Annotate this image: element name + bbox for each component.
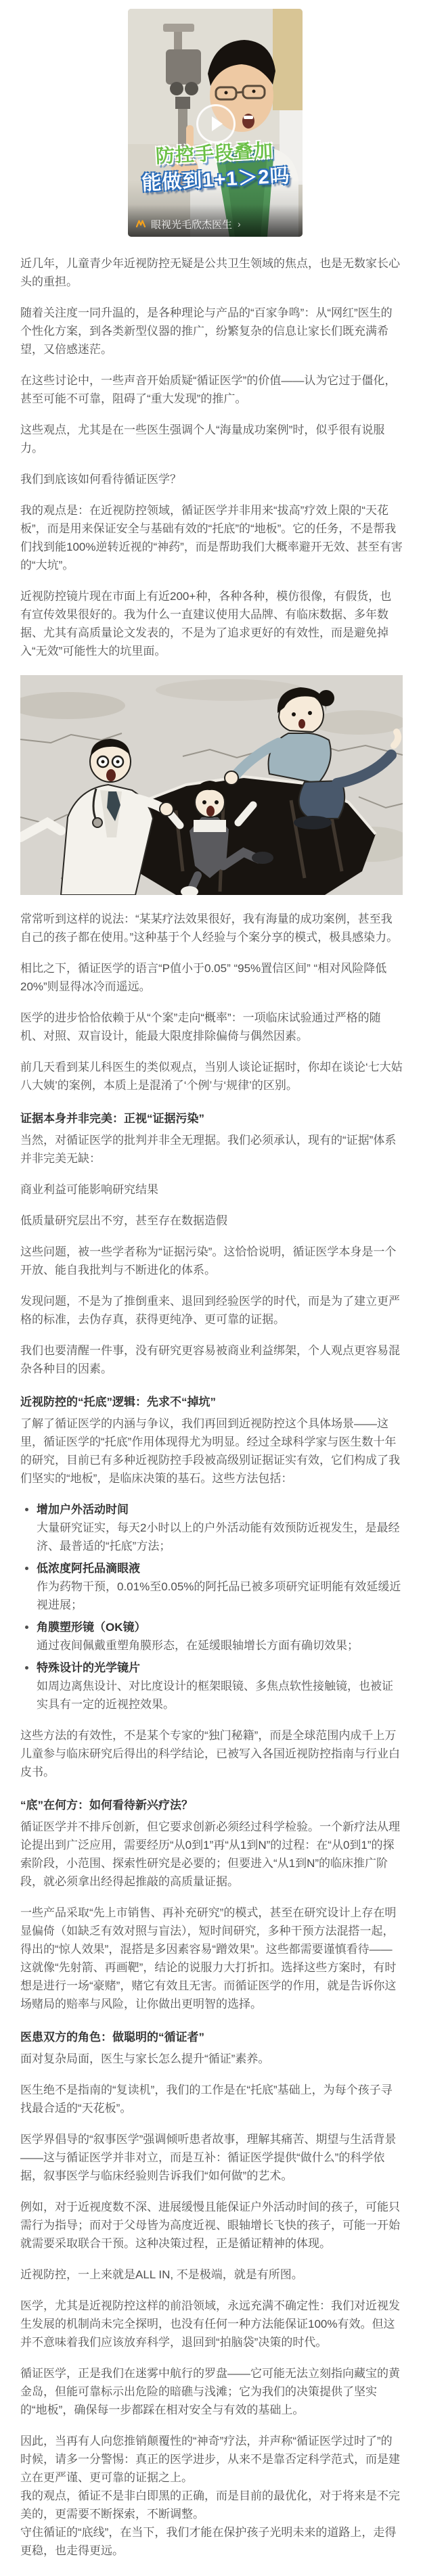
video-overlay-line2: 能做到1+1＞2吗 (141, 165, 291, 195)
chevron-right-icon: › (238, 218, 241, 229)
paragraph: 我的观点是：在近视防控领域，循证医学并非用来“拔高”疗效上限的“天花板”，而是用来保证安全与基础有效的“托底”的“地板”。它的任务，不是帮我们找到能100%逆转近视的“神药”，而是帮助我们大概率避开无效、甚至有害的“大坑”。 (20, 504, 403, 572)
paragraph: 这些方法的有效性，不是某个专家的“独门秘籍”，而是全球范围内成千上万儿童参与临床研究后得出的科学结论，已被写入各国近视防控指南与行业白皮书。 (20, 1729, 400, 1778)
video-overlay-line1: 防控手段叠加 (155, 139, 274, 167)
section-heading-new-therapies: “底”在何方：如何看待新兴疗法？ (20, 1799, 193, 1812)
paragraph: 例如，对于近视度数不深、进展缓慢且能保证户外活动时间的孩子，可能只需行为指导；而对于父母皆为高度近视、眼轴增长飞快的孩子，可能一开始就需要采取联合干预。这种决策过程，正是循证精神的体现。 (20, 2201, 400, 2250)
paragraph: 在这些讨论中，一些声音开始质疑“循证医学”的价值——认为它过于僵化，甚至可能不可靠，阻碍了“重大发现”的推广。 (20, 374, 397, 405)
proven-methods-list (20, 1500, 403, 1714)
paragraph: 相比之下，循证医学的语言“P值小于0.05” “95%置信区间” “相对风险降低20%”则显得冰冷而遥远。 (20, 962, 387, 993)
paragraph: 循证医学并不排斥创新，但它要求创新必须经过科学检验。一个新疗法从理论提出到广泛应用，需要经历“从0到1”再“从1到N”的过程：在“从0到1”的探索阶段，小范围、探索性研究是必要的；但要进入“从1到N”的临床推广阶段，就必须拿出经得起推敲的高质量证据。 (20, 1820, 400, 1888)
paragraph: 医学的进步恰恰依赖于从“个案”走向“概率”：一项临床试验通过严格的随机、对照、双盲设计，能最大限度排除偏倚与偶然因素。 (20, 1011, 381, 1042)
paragraph: 商业利益可能影响研究结果 (20, 1183, 158, 1196)
paragraph: 这些观点，尤其是在一些医生强调个人“海量成功案例”时，似乎很有说服力。 (20, 423, 385, 455)
paragraph: 近几年，儿童青少年近视防控无疑是公共卫生领域的焦点，也是无数家长心头的重担。 (20, 257, 400, 288)
list-item-desc: 大量研究证实，每天2小时以上的户外活动能有效预防近视发生，是最经济、最普适的“托底”方法； (37, 1521, 400, 1552)
list-item-desc: 通过夜间佩戴重塑角膜形态，在延缓眼轴增长方面有确切效果； (37, 1639, 359, 1652)
paragraph: 常常听到这样的说法：“某某疗法效果很好，我有海量的成功案例，甚至我自己的孩子都在使用。”这种基于个人经验与个案分享的模式，极具感染力。 (20, 913, 399, 944)
paragraph: 发现问题，不是为了推倒重来、退回到经验医学的时代，而是为了建立更严格的标准，去伪存真，获得更纯净、更可靠的证据。 (20, 1295, 400, 1326)
cartoon-illustration (20, 675, 403, 895)
paragraph: 医学界倡导的“叙事医学”强调倾听患者故事，理解其痛苦、期望与生活背景——这与循证医学并非对立，而是互补：循证医学提供“做什么”的科学依据，叙事医学与临床经验则告诉我们“如何做”的艺术。 (20, 2133, 397, 2182)
paragraph: 了解了循证医学的内涵与争议，我们再回到近视防控这个具体场景——这里，循证医学的“托底”作用体现得尤为明显。经过全球科学家与医生数十年的研究，目前已有多种近视防控手段被高级别证据证实有效，它们构成了我们坚实的“地板”，是临床决策的基石。这些方法包括： (20, 1417, 400, 1485)
paragraph: 前几天看到某儿科医生的类似观点，当别人谈论证据时，你却在谈论‘七大姑八大姨’的案例，本质上是混淆了‘个例’与‘规律’的区别。 (20, 1061, 403, 1092)
play-icon (212, 116, 223, 131)
paragraph: 低质量研究层出不穷，甚至存在数据造假 (20, 1214, 227, 1227)
list-item-title: • 增加户外活动时间 (37, 1503, 129, 1516)
list-item-title: • 特殊设计的光学镜片 (37, 1661, 140, 1674)
paragraph: 随着关注度一同升温的，是各种理论与产品的“百家争鸣”：从“网红”医生的个性化方案，到各类新型仪器的推广，纷繁复杂的信息让家长们既充满希望，又倍感迷茫。 (20, 306, 393, 356)
play-button[interactable] (196, 104, 236, 143)
paragraph: 当然，对循证医学的批判并非全无理据。我们必须承认，现有的“证据”体系并非完美无缺： (20, 1134, 397, 1165)
list-item-title: • 低浓度阿托品滴眼液 (37, 1562, 140, 1575)
video-caption-text: 眼视光毛欣杰医生 (151, 218, 233, 231)
section-heading-roles: 医患双方的角色：做聪明的“循证者” (20, 2031, 204, 2044)
paragraph: 一些产品采取“先上市销售、再补充研究”的模式，甚至在研究设计上存在明显偏倚（如缺乏有效对照与盲法），短时间研究，多种干预方法混搭一起，得出的“惊人效果”，混搭是多因素容易“蹭效果”。这些都需要谨慎看待——这就像“先射箭、再画靶”，结论的说服力大打折扣。选择这些方案时，有时想是进行一场“豪赌”，赌它有效且无害。而循证医学的作用，就是告诉你这场赌局的赔率与风险，让你做出更明智的选择。 (20, 1906, 397, 2010)
paragraph: 医生绝不是指南的“复读机”，我们的工作是在“托底”基础上，为每个孩子寻找最合适的“天花板”。 (20, 2084, 393, 2115)
section-heading-bottom-logic: 近视防控的“托底”逻辑：先求不“掉坑” (20, 1396, 216, 1408)
list-item (37, 1618, 403, 1655)
list-item-desc: 如周边离焦设计、对比度设计的框架眼镜、多焦点软性接触镜，也被证实具有一定的近视控效果。 (37, 1680, 393, 1711)
list-item (37, 1559, 403, 1614)
paragraph: 近视防控，一上来就是ALL IN, 不是极端，就是有所图。 (20, 2268, 303, 2281)
paragraph: 我们也要清醒一件事，没有研究更容易被商业利益绑架，个人观点更容易混杂各种目的因素。 (20, 1344, 400, 1375)
paragraph: 我的观点，循证不是非白即黑的正确，而是目前的最优化，对于将来是不完美的，更需要不断探索，不断调整。 (20, 2489, 400, 2521)
list-item (37, 1659, 403, 1714)
list-item (37, 1500, 403, 1555)
paragraph: 医学，尤其是近视防控这样的前沿领域，永远充满不确定性：我们对近视发生发展的机制尚未完全探明，也没有任何一种方法能保证100%有效。但这并不意味着我们应该放弃科学，退回到“拍脑袋”决策的时代。 (20, 2299, 400, 2349)
wechat-channels-icon (135, 218, 147, 230)
paragraph: 守住循证的“底线”，在当下，我们才能在保护孩子光明未来的道路上，走得更稳，也走得更远。 (20, 2526, 397, 2557)
video-caption[interactable] (128, 204, 303, 237)
article-page (0, 9, 423, 2576)
paragraph: 近视防控镜片现在市面上有近200+种，各种各种，模仿很像，有假货，也有宣传效果很好的。我为什么一直建议使用大品牌、有临床数据、多年数据、尤其有高质量论文发表的，不是为了追求更好的有效性，而是避免掉入“无效”可能性大的坑里面。 (20, 590, 392, 658)
article-body (0, 237, 423, 2576)
paragraph: 面对复杂局面，医生与家长怎么提升“循证”素养。 (20, 2052, 270, 2065)
list-item-desc: 作为药物干预，0.01%至0.05%的阿托品已被多项研究证明能有效延缓近视进展； (37, 1580, 401, 1611)
paragraph: 循证医学，正是我们在迷雾中航行的罗盘——它可能无法立刻指向藏宝的黄金岛，但能可靠标示出危险的暗礁与浅滩；它为我们的决策提供了坚实的“地板”，确保每一步都踩在相对安全与有效的基础上。 (20, 2367, 400, 2416)
list-item-title: • 角膜塑形镜（OK镜） (37, 1621, 146, 1634)
paragraph: 因此，当再有人向您推销颠覆性的“神奇”疗法，并声称“循证医学过时了”的时候，请多一分警惕：真正的医学进步，从来不是靠否定科学范式，而是建立在更严谨、更可靠的证据之上。 (20, 2435, 400, 2484)
video-player[interactable] (128, 9, 303, 237)
paragraph: 我们到底该如何看待循证医学？ (20, 473, 181, 486)
paragraph: 这些问题，被一些学者称为“证据污染”。这恰恰说明，循证医学本身是一个开放、能自我批判与不断进化的体系。 (20, 1245, 397, 1276)
section-heading-evidence-pollution: 证据本身并非完美：正视“证据污染” (20, 1112, 204, 1125)
